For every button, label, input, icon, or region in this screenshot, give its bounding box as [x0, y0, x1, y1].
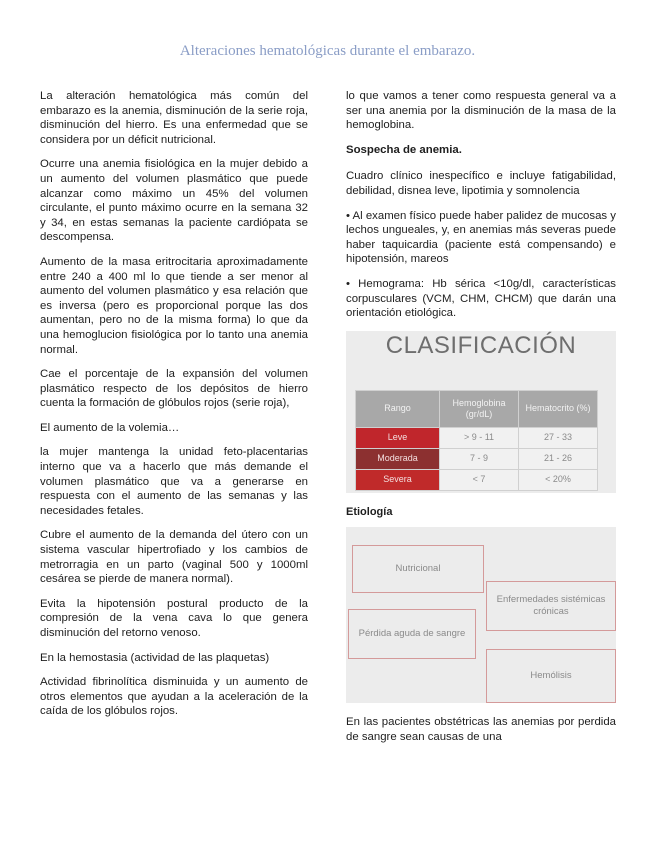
paragraph: la mujer mantenga la unidad feto-placentarias interno que va a hacerlo que más demande el volumen plasmático que va a generarse en respuesta con el aumento de las semanas y las necesidades fetales. [40, 446, 308, 517]
table-header: Hemoglobina (gr/dL) [440, 390, 519, 427]
hto-cell: 27 - 33 [519, 427, 598, 448]
bullet-paragraph: • Al examen físico puede haber palidez de mucosas y lechos ungueales, y, en anemias más severas puede haber taquicardia (paciente está compensando) e hipotensión, mareos [346, 209, 616, 266]
hb-cell: < 7 [440, 469, 519, 490]
section-heading-etiologia: Etiología [346, 505, 393, 518]
clasificacion-title: CLASIFICACIÓN [385, 331, 577, 359]
etiologia-slide [346, 527, 616, 703]
paragraph: Actividad fibrinolítica disminuida y un aumento de otros elementos que ayudan a la aceleración de la caída de los glóbulos rojos. [40, 676, 308, 718]
etiologia-box-perdida: Pérdida aguda de sangre [348, 609, 476, 659]
hto-cell: < 20% [519, 469, 598, 490]
hb-cell: > 9 - 11 [440, 427, 519, 448]
table-row [356, 469, 598, 490]
etiologia-box-hemolisis: Hemólisis [486, 649, 616, 703]
paragraph: Cubre el aumento de la demanda del útero con un sistema vascular hipertrofiado y los cambios de metrorragia en un parto (vaginal 500 y 1000ml cesárea se pierde de manera normal). [40, 529, 308, 586]
paragraph: Cuadro clínico inespecífico e incluye fatigabilidad, debilidad, disnea leve, lipotimia y somnolencia [346, 170, 616, 197]
table-row [356, 427, 598, 448]
bullet-paragraph: • Hemograma: Hb sérica <10g/dl, características corpusculares (VCM, CHM, CHCM) que darán una orientación etiológica. [346, 277, 616, 320]
intro-paragraph: lo que vamos a tener como respuesta general va a ser una anemia por la disminución de la masa de la hemoglobina. [346, 90, 616, 132]
clasificacion-table [355, 390, 598, 491]
range-cell: Moderada [356, 448, 440, 469]
paragraph: La alteración hematológica más común del embarazo es la anemia, disminución de la serie roja, disminución del hierro. Es una enfermedad que se considera por un déficit nutricional. [40, 90, 308, 146]
table-header: Hematocrito (%) [519, 390, 598, 427]
closing-paragraph: En las pacientes obstétricas las anemias por perdida de sangre sean causas de una [346, 716, 616, 743]
paragraph: El aumento de la volemia… [40, 421, 180, 434]
paragraph: Evita la hipotensión postural producto de la compresión de la vena cava lo que genera disminución del retorno venoso. [40, 597, 308, 639]
table-row [356, 448, 598, 469]
range-cell: Severa [356, 469, 440, 490]
paragraph: Cae el porcentaje de la expansión del volumen plasmático respecto de los depósitos de hierro cuenta la formación de glóbulos rojos (serie roja), [40, 368, 308, 410]
right-column [346, 89, 616, 755]
hto-cell: 21 - 26 [519, 448, 598, 469]
table-header: Rango [356, 390, 440, 427]
etiologia-box-nutricional: Nutricional [352, 545, 484, 593]
paragraph: En la hemostasia (actividad de las plaquetas) [40, 651, 270, 664]
page-header-title: Alteraciones hematológicas durante el embarazo. [179, 43, 476, 59]
paragraph: Aumento de la masa eritrocitaria aproximadamente entre 240 a 400 ml lo que tiende a ser menor al aumento del volumen plasmático y esa relación que es inversa (pero es proporcional porque las dos aumentan, pero no de la misma forma) lo que da una hemoglucion fisiológica por lo tanto una anemia normal. [40, 255, 308, 356]
left-column [40, 89, 308, 729]
paragraph: Ocurre una anemia fisiológica en la mujer debido a un aumento del volumen plasmático que puede alcanzar como máximo un 45% del volumen circulante, el punto máximo ocurre en la semana 32 y 34, en estas semanas la paciente cardiópata se descompensa. [40, 158, 308, 244]
section-heading-sospecha: Sospecha de anemia. [346, 143, 462, 156]
etiologia-box-sistemicas: Enfermedades sistémicas crónicas [486, 581, 616, 631]
hb-cell: 7 - 9 [440, 448, 519, 469]
clasificacion-slide [346, 331, 616, 493]
range-cell: Leve [356, 427, 440, 448]
